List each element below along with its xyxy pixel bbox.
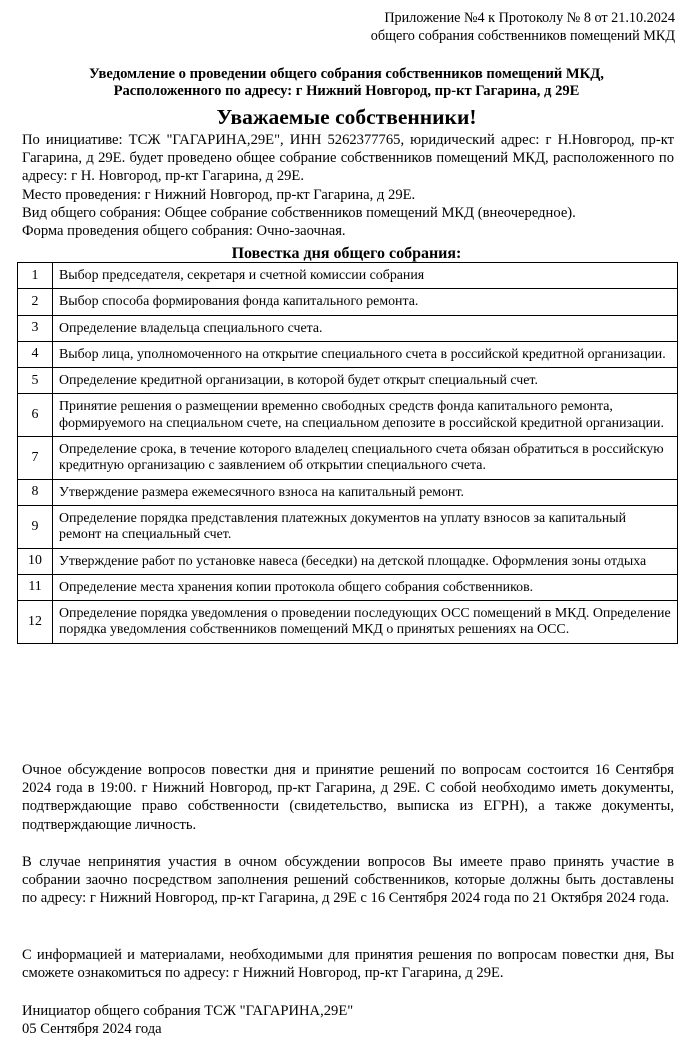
agenda-row [18, 479, 678, 505]
agenda-item-number: 5 [18, 368, 53, 394]
materials-paragraph [22, 946, 674, 982]
agenda-item-text: Выбор лица, уполномоченного на открытие специального счета в российской кредитной организации. [53, 341, 678, 367]
agenda-item-text: Выбор председателя, секретаря и счетной комиссии собрания [53, 263, 678, 289]
initiative-text: По инициативе: ТСЖ "ГАГАРИНА,29Е", ИНН 5262377765, юридический адрес: г Н.Новгород, пр-кт Гагарина, д 29Е. будет проведено общее собрание собственников помещений МКД, расположенного по адресу: г Н. Новгород, пр-кт Гагарина, д 29Е. [22, 132, 674, 185]
agenda-item-text: Выбор способа формирования фонда капитального ремонта. [53, 289, 678, 315]
agenda-table [17, 262, 678, 644]
appendix-header [371, 9, 675, 45]
agenda-row [18, 574, 678, 600]
agenda-row [18, 368, 678, 394]
agenda-row [18, 315, 678, 341]
agenda-row [18, 394, 678, 437]
agenda-row [18, 341, 678, 367]
agenda-item-number: 4 [18, 341, 53, 367]
notice-title-line-2: Расположенного по адресу: г Нижний Новгород, пр-кт Гагарина, д 29Е [113, 83, 580, 99]
agenda-item-text: Утверждение размера ежемесячного взноса на капитальный ремонт. [53, 479, 678, 505]
in-person-paragraph [22, 761, 674, 834]
agenda-item-number: 9 [18, 505, 53, 548]
agenda-item-number: 12 [18, 601, 53, 644]
notice-date: 05 Сентября 2024 года [22, 1021, 162, 1037]
agenda-row [18, 437, 678, 480]
initiator-line: Инициатор общего собрания ТСЖ "ГАГАРИНА,29Е" [22, 1003, 354, 1019]
agenda-item-text: Определение порядка уведомления о проведении последующих ОСС помещений в МКД. Определение порядка уведомления собственников помещений МКД о принятых решениях на ОСС. [53, 601, 678, 644]
agenda-item-text: Утверждение работ по установке навеса (беседки) на детской площадке. Оформления зоны отдыха [53, 548, 678, 574]
agenda-row [18, 505, 678, 548]
agenda-item-number: 6 [18, 394, 53, 437]
appendix-line-2: общего собрания собственников помещений МКД [370, 28, 675, 44]
meeting-kind: Вид общего собрания: Общее собрание собственников помещений МКД (внеочередное). [22, 204, 576, 221]
agenda-row [18, 289, 678, 315]
absentee-text: В случае непринятия участия в очном обсуждении вопросов Вы имеете право принять участие в собрании заочно посредством заполнения решений собственников, которые должны быть доставлены по адресу: г Нижний Новгород, пр-кт Гагарина, д 29Е с 16 Сентября 2024 года по 21 Октября 2024 года. [22, 854, 674, 907]
agenda-item-number: 1 [18, 263, 53, 289]
agenda-item-number: 10 [18, 548, 53, 574]
agenda-item-text: Определение владельца специального счета. [53, 315, 678, 341]
agenda-item-number: 7 [18, 437, 53, 480]
meeting-place: Место проведения: г Нижний Новгород, пр-кт Гагарина, д 29Е. [22, 186, 416, 203]
agenda-row [18, 548, 678, 574]
in-person-text: Очное обсуждение вопросов повестки дня и принятие решений по вопросам состоится 16 Сентября 2024 года в 19:00. г Нижний Новгород, пр-кт Гагарина, д 29Е. С собой необходимо иметь документы, подтверждающие право собственности (свидетельство, выписка из ЕГРН), а также документы, подтверждающие личность. [22, 762, 674, 833]
absentee-paragraph [22, 853, 674, 908]
notice-title-line-1: Уведомление о проведении общего собрания собственников помещений МКД, [89, 66, 604, 82]
agenda-item-text: Определение срока, в течение которого владелец специального счета обязан обратиться в российскую кредитную организацию с заявлением об открытии специального счета. [53, 437, 678, 480]
agenda-item-text: Определение кредитной организации, в которой будет открыт специальный счет. [53, 368, 678, 394]
intro-section [22, 131, 674, 240]
agenda-row [18, 601, 678, 644]
agenda-item-text: Принятие решения о размещении временно свободных средств фонда капитального ремонта, формируемого на специальном счете, на специальном депозите в российской кредитной организации. [53, 394, 678, 437]
agenda-row [18, 263, 678, 289]
materials-text: С информацией и материалами, необходимыми для принятия решения по вопросам повестки дня, Вы сможете ознакомиться по адресу: г Нижний Новгород, пр-кт Гагарина, д 29Е. [22, 947, 674, 982]
agenda-item-text: Определение места хранения копии протокола общего собрания собственников. [53, 574, 678, 600]
greeting-heading: Уважаемые собственники! [216, 105, 477, 129]
notice-title [0, 66, 693, 100]
signature-block [22, 1002, 353, 1038]
agenda-item-number: 2 [18, 289, 53, 315]
agenda-item-number: 11 [18, 574, 53, 600]
appendix-line-1: Приложение №4 к Протоколу № 8 от 21.10.2024 [384, 10, 675, 26]
agenda-item-number: 3 [18, 315, 53, 341]
agenda-item-number: 8 [18, 479, 53, 505]
meeting-form: Форма проведения общего собрания: Очно-заочная. [22, 223, 346, 240]
agenda-item-text: Определение порядка представления платежных документов на уплату взносов за капитальный ремонт на специальный счет. [53, 505, 678, 548]
agenda-title: Повестка дня общего собрания: [231, 245, 462, 262]
